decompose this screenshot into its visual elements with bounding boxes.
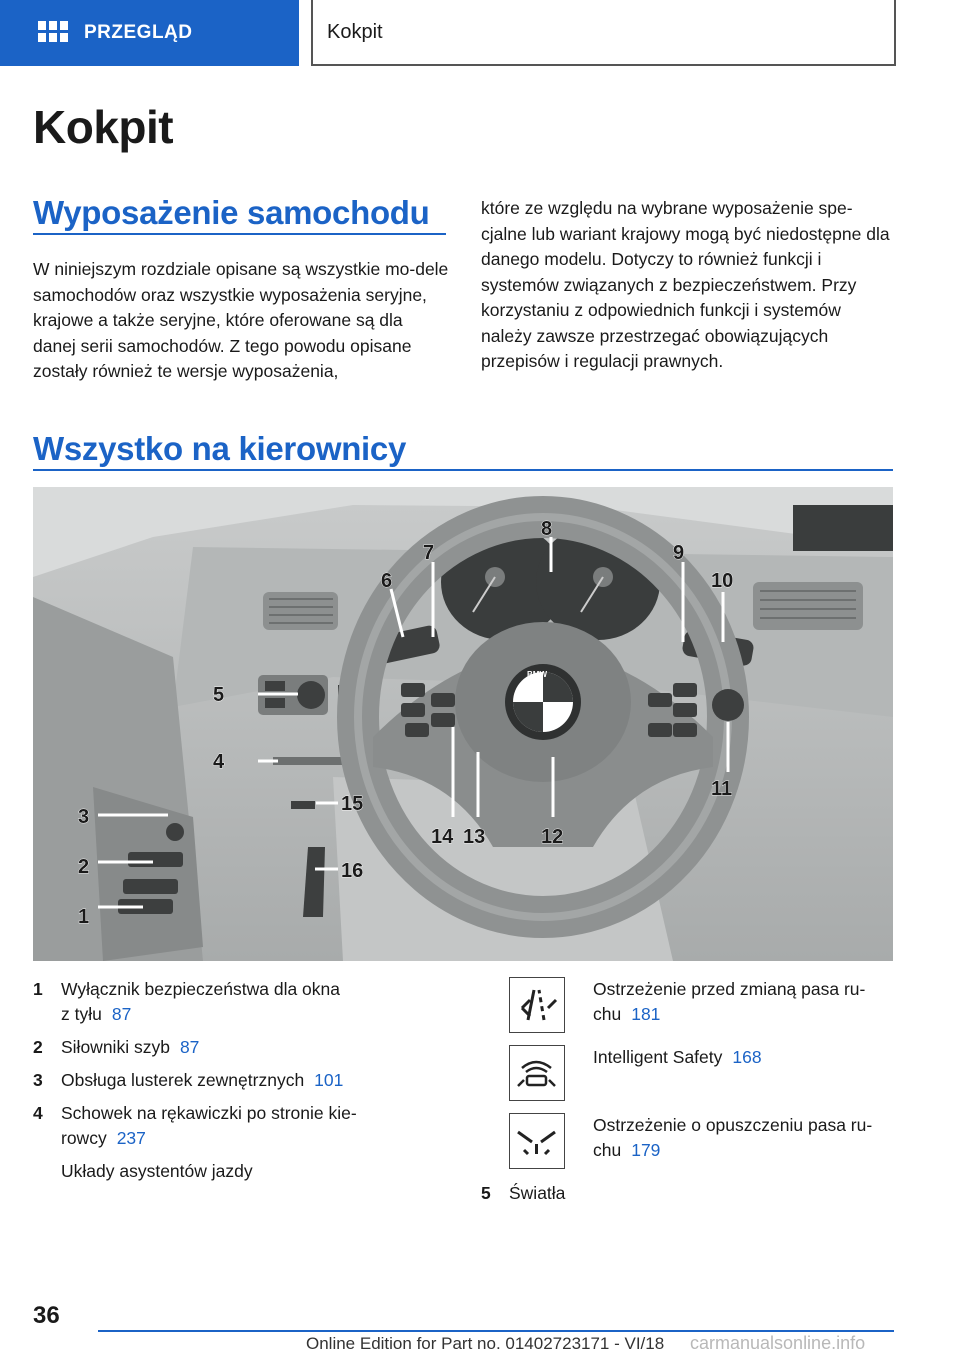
legend-list-left: [33, 977, 453, 1192]
list-item: 4 Schowek na rękawiczki po stronie kie- rowcy 237: [33, 1103, 357, 1148]
callout-2: 2: [78, 856, 90, 878]
lane-change-warning-icon: [509, 977, 565, 1033]
page-ref-link[interactable]: 87: [111, 1004, 132, 1024]
list-item: 5 Światła: [481, 1183, 566, 1203]
callout-14: 14: [431, 826, 454, 848]
section-heading-equipment: Wyposażenie samochodu: [33, 194, 430, 231]
list-item: 1 Wyłącznik bezpieczeństwa dla okna z tyłu 87: [33, 979, 341, 1024]
page-ref-link[interactable]: 87: [179, 1037, 200, 1057]
lane-departure-warning-icon: [509, 1113, 565, 1169]
callout-10: 10: [711, 570, 734, 592]
section-tab-label: Kokpit: [327, 20, 383, 43]
page-ref-link[interactable]: 101: [314, 1070, 344, 1090]
callout-5: 5: [213, 684, 225, 706]
intelligent-safety-icon: [509, 1045, 565, 1101]
section-rule: [33, 233, 446, 235]
grid-menu-icon: [38, 21, 68, 45]
callout-13: 13: [463, 826, 486, 848]
section-tab[interactable]: [311, 0, 896, 66]
section-heading-steering: Wszystko na kierownicy: [33, 430, 407, 467]
edition-footer: Online Edition for Part no. 01402723171 - VI/18: [306, 1334, 665, 1353]
callout-8: 8: [541, 518, 553, 540]
legend-list-right: [481, 977, 896, 1214]
page-ref-link[interactable]: 168: [732, 1047, 762, 1067]
callout-4: 4: [213, 751, 225, 773]
callout-15: 15: [341, 793, 364, 815]
bmw-logo-letter: BMW: [527, 670, 547, 679]
list-item: Ostrzeżenie przed zmianą pasa ru- chu 181: [481, 977, 896, 1033]
page-ref-link[interactable]: 237: [116, 1128, 146, 1148]
equipment-paragraph-left: W niniejszym rozdziale opisane są wszystkie mo-dele samochodów oraz wszystkie wyposażenia seryjne, krajowe a także seryjne, które oferowane są dla danej serii samochodów. Z tego powodu opisane zostały również te wersje wyposażenia,: [33, 259, 449, 381]
page-ref-link[interactable]: 179: [631, 1140, 661, 1160]
callout-1: 1: [78, 906, 90, 928]
list-item: Intelligent Safety 168: [481, 1045, 896, 1101]
callout-3: 3: [78, 806, 90, 828]
cockpit-figure: [33, 487, 893, 961]
callout-11: 11: [711, 778, 733, 800]
callout-12: 12: [541, 826, 564, 848]
list-item: Ostrzeżenie o opuszczeniu pasa ru- chu 179: [481, 1113, 896, 1169]
overview-tab-label: PRZEGLĄD: [84, 22, 193, 43]
callout-9: 9: [673, 542, 685, 564]
callout-16: 16: [341, 860, 364, 882]
equipment-paragraph-right: które ze względu na wybrane wyposażenie spe-cjalne lub wariant krajowy mogą być niedostępne dla danego modelu. Dotyczy to również funkcji i systemów związanych z bezpieczeństwem. Przy korzystaniu z odpowiednich funkcji i systemów należy zawsze przestrzegać obowiązujących przepisów i regulacji prawnych.: [481, 198, 890, 371]
list-item: 3 Obsługa lusterek zewnętrznych 101: [33, 1070, 344, 1090]
footer-rule: [98, 1330, 894, 1332]
page-ref-link[interactable]: 181: [631, 1004, 661, 1024]
section-rule: [33, 469, 893, 471]
page-title: Kokpit: [33, 101, 174, 153]
overview-tab[interactable]: [0, 0, 299, 66]
watermark: carmanualsonline.info: [690, 1333, 866, 1353]
steering-wheel-illustration: [33, 487, 893, 961]
page-number: 36: [33, 1302, 60, 1329]
list-item: 2 Siłowniki szyb 87: [33, 1037, 200, 1057]
list-item: Układy asystentów jazdy: [61, 1161, 253, 1181]
callout-7: 7: [423, 542, 435, 564]
callout-6: 6: [381, 570, 393, 592]
